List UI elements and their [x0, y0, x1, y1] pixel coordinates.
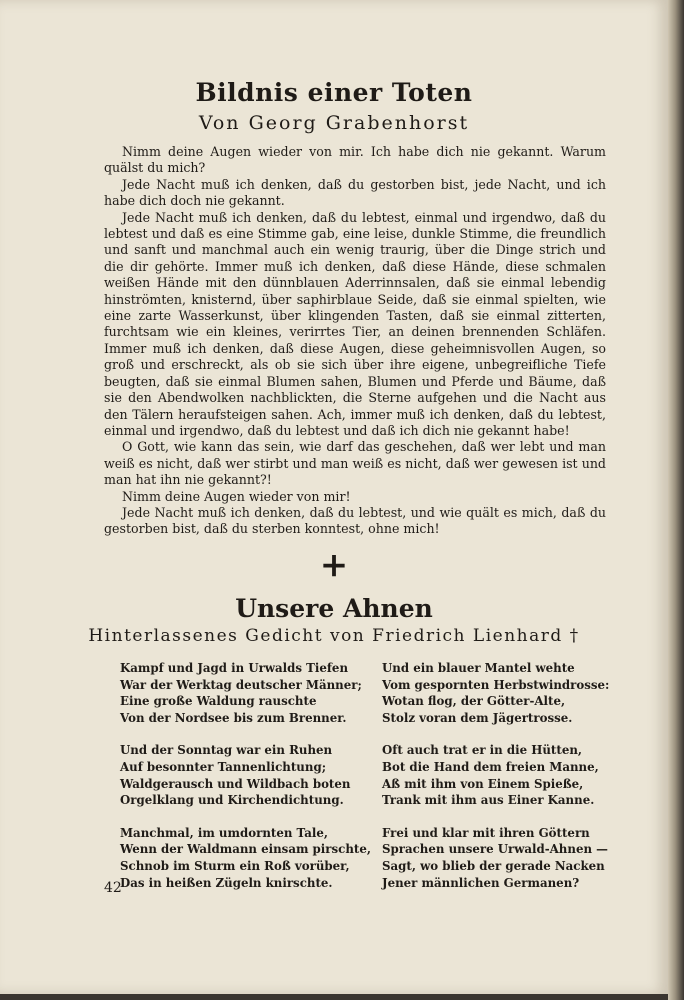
paragraph: Jede Nacht muß ich denken, daß du gestorben bist, jede Nacht, und ich habe dich doch nie gekannt.: [104, 176, 606, 209]
stanza: [120, 660, 360, 726]
verse-line: Und der Sonntag war ein Ruhen: [120, 743, 333, 758]
stanza: [120, 742, 360, 808]
verse-line: Eine große Waldung rauschte: [120, 694, 317, 709]
poem-column-left: [120, 660, 371, 907]
verse-line: Manchmal, im umdornten Tale,: [120, 825, 328, 840]
verse-line: Trank mit ihm aus Einer Kanne.: [382, 793, 595, 808]
article-title: Bildnis einer Toten: [195, 78, 473, 107]
cross-separator: +: [319, 545, 349, 585]
verse-line: Das in heißen Zügeln knirschte.: [120, 875, 333, 890]
paragraph: Jede Nacht muß ich denken, daß du lebtest, und wie quält es mich, daß du gestorben bist, daß du sterben konntest, ohne mich!: [104, 504, 606, 537]
verse-line: Sagt, wo blieb der gerade Nacken: [382, 858, 605, 873]
verse-line: Stolz voran dem Jägertrosse.: [382, 710, 573, 725]
verse-line: Wotan flog, der Götter-Alte,: [382, 694, 566, 709]
verse-line: Bot die Hand dem freien Manne,: [382, 759, 599, 774]
verse-line: Oft auch trat er in die Hütten,: [382, 743, 583, 758]
paragraph: Nimm deine Augen wieder von mir. Ich habe dich nie gekannt. Warum quälst du mich?: [104, 144, 606, 176]
verse-line: Wenn der Waldmann einsam pirschte,: [120, 842, 371, 857]
stanza: [382, 660, 622, 726]
verse-line: Jener männlichen Germanen?: [382, 875, 580, 890]
paragraph: O Gott, wie kann das sein, wie darf das geschehen, daß wer lebt und man weiß es nicht, daß wer stirbt und man weiß es nicht, daß wer gewesen ist und man hat ihn nie gekannt?!: [104, 439, 606, 488]
paragraph: Nimm deine Augen wieder von mir!: [122, 488, 351, 504]
verse-line: War der Werktag deutscher Männer;: [120, 677, 362, 692]
verse-line: Aß mit ihm von Einem Spieße,: [382, 776, 584, 791]
page-number: 42: [104, 880, 122, 896]
stanza: [382, 742, 622, 808]
stanza: [382, 825, 622, 891]
article-author: Von Georg Grabenhorst: [198, 112, 470, 134]
verse-line: Frei und klar mit ihren Göttern: [382, 825, 590, 840]
poem-author: Hinterlassenes Gedicht von Friedrich Lienhard †: [88, 626, 580, 646]
verse-line: Auf besonnter Tannenlichtung;: [120, 759, 327, 774]
verse-line: Orgelklang und Kirchendichtung.: [120, 793, 344, 808]
verse-line: Kampf und Jagd in Urwalds Tiefen: [120, 661, 349, 675]
verse-line: Waldgerausch und Wildbach boten: [120, 776, 351, 791]
verse-line: Von der Nordsee bis zum Brenner.: [120, 710, 347, 725]
verse-line: Vom gespornten Herbstwindrosse:: [382, 677, 610, 692]
poem-column-right: [382, 660, 622, 907]
verse-line: Schnob im Sturm ein Roß vorüber,: [120, 858, 350, 873]
stanza: [120, 825, 371, 891]
article-body: [104, 144, 606, 538]
verse-line: Sprachen unsere Urwald-Ahnen —: [382, 842, 608, 857]
paragraph: Jede Nacht muß ich denken, daß du lebtest, einmal und irgendwo, daß du lebtest und daß es eine Stimme gab, eine leise, dunkle Stimme, die freundlich und sanft und manchmal auch ein wenig traurig, über die Dinge strich und die dir gehörte. Immer muß ich denken, daß diese Hände, diese schmalen weißen Hände mit den dünnblauen Aderrinnsalen, daß sie einmal lebendig hinströmten, knisternd, über saphirblaue Seide, daß sie einmal spielten, wie eine zarte Wasserkunst, über klingenden Tasten, daß sie einmal zitterten, furchtsam wie ein kleines, verirrtes Tier, an deinen brennenden Schläfen. Immer muß ich denken, daß diese Augen, diese geheimnisvollen Augen, so groß und erschreckt, als ob sie sich über ihre eigene, unbegreifliche Tiefe beugten, daß sie einmal Blumen sahen, Blumen und Pferde und Bäume, daß sie den Abendwolken nachblickten, die Sterne aufgehen und die Nacht aus den Tälern heraufsteigen sahen. Ach, immer muß ich denken, daß du lebtest, einmal und irgendwo, daß du lebtest und daß ich dich nie gekannt habe!: [104, 209, 606, 438]
poem-title: Unsere Ahnen: [235, 594, 433, 623]
verse-line: Und ein blauer Mantel wehte: [382, 661, 575, 675]
book-spine-shadow: [668, 0, 684, 1000]
